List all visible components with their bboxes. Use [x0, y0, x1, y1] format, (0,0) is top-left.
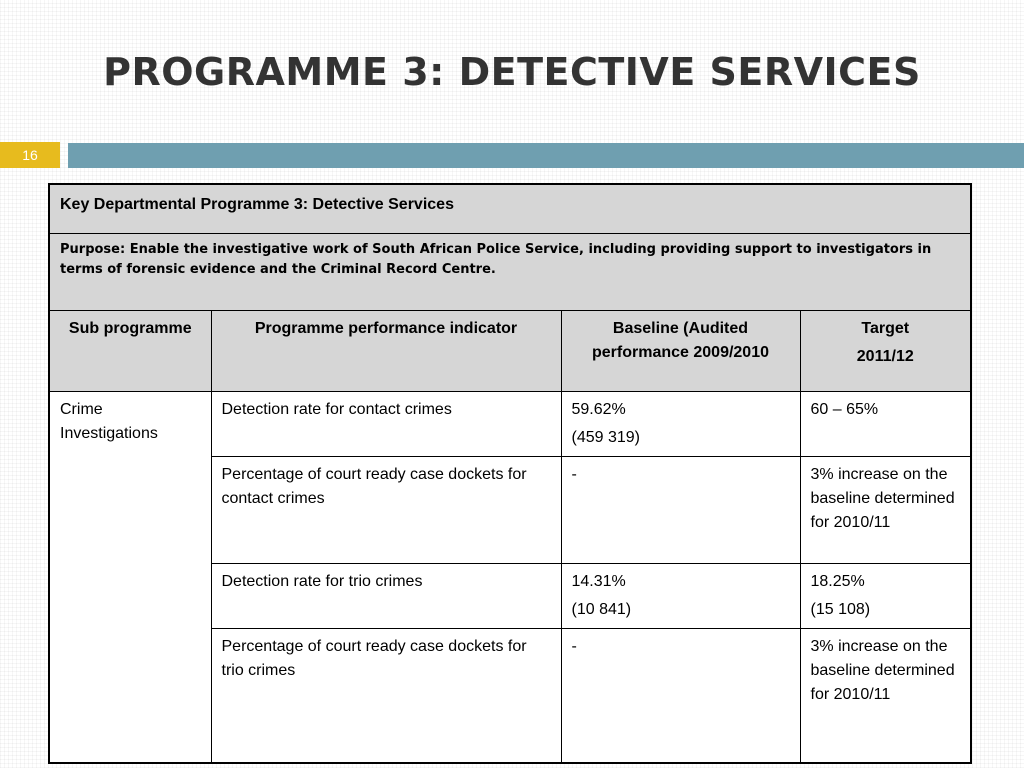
target-cell [800, 564, 971, 629]
slide-number: 16 [0, 142, 60, 168]
target-cell [800, 392, 971, 457]
baseline-count: (10 841) [571, 601, 632, 618]
baseline-count: (459 319) [571, 429, 640, 446]
indicator-cell: Detection rate for contact crimes [211, 392, 561, 457]
header-bar [68, 143, 1024, 168]
slide-title: PROGRAMME 3: DETECTIVE SERVICES [103, 50, 921, 94]
sub-programme-cell: Crime Investigations [49, 392, 211, 763]
indicator-cell: Percentage of court ready case dockets for trio crimes [211, 629, 561, 763]
baseline-cell [561, 392, 800, 457]
baseline-value: 59.62% [571, 401, 626, 418]
baseline-cell: - [561, 457, 800, 564]
col-header-indicator: Programme performance indicator [211, 311, 561, 392]
baseline-cell [561, 564, 800, 629]
col-header-baseline: Baseline (Audited performance 2009/2010 [561, 311, 800, 392]
target-label: Target [861, 320, 910, 337]
table-heading: Key Departmental Programme 3: Detective Services [49, 184, 971, 234]
col-header-target [800, 311, 971, 392]
target-cell: 3% increase on the baseline determined for 2010/11 [800, 457, 971, 564]
target-cell: 3% increase on the baseline determined for 2010/11 [800, 629, 971, 763]
purpose-statement: Purpose: Enable the investigative work of South African Police Service, including providing support to investigators in terms of forensic evidence and the Criminal Record Centre. [49, 234, 971, 311]
col-header-sub-programme: Sub programme [49, 311, 211, 392]
table-row [49, 392, 971, 457]
target-count: (15 108) [810, 601, 871, 618]
kpi-table [48, 183, 972, 764]
indicator-cell: Percentage of court ready case dockets for contact crimes [211, 457, 561, 564]
baseline-value: 14.31% [571, 573, 626, 590]
indicator-cell: Detection rate for trio crimes [211, 564, 561, 629]
target-value: 60 – 65% [810, 401, 879, 418]
target-value: 18.25% [810, 573, 865, 590]
baseline-cell: - [561, 629, 800, 763]
target-year: 2011/12 [856, 348, 914, 365]
